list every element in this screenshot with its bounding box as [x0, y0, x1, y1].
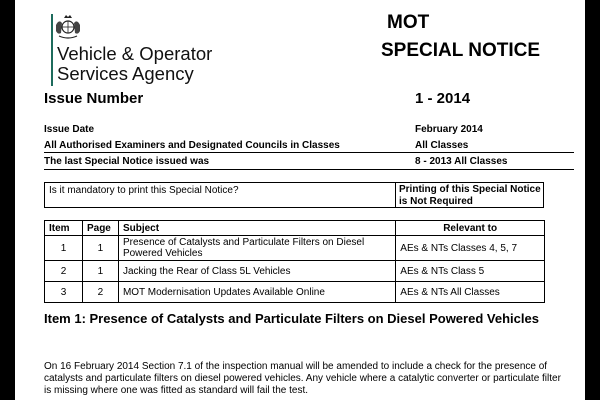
issue-date-label: Issue Date	[44, 124, 95, 135]
page-cell: 1	[82, 261, 118, 282]
page-cell: 1	[82, 236, 118, 261]
print-answer: Printing of this Special Notice is Not Required	[399, 184, 541, 207]
relevant-cell: AEs & NTs Class 5	[396, 261, 545, 282]
doc-title: SPECIAL NOTICE	[381, 40, 541, 61]
divider	[44, 169, 574, 170]
last-notice-label: The last Special Notice issued was	[44, 156, 210, 167]
subject-cell: MOT Modernisation Updates Available Online	[118, 282, 395, 303]
issue-number-value: 1 - 2014	[415, 90, 471, 107]
classes-label: All Authorised Examiners and Designated Councils in Classes	[44, 140, 340, 151]
last-notice-value: 8 - 2013 All Classes	[415, 156, 508, 167]
table-header-row	[45, 221, 545, 236]
relevant-cell: AEs & NTs All Classes	[396, 282, 545, 303]
logo-bar	[51, 14, 53, 86]
print-requirement-box	[44, 182, 544, 208]
relevant-cell: AEs & NTs Classes 4, 5, 7	[396, 236, 545, 261]
subject-cell: Presence of Catalysts and Particulate Filters on Diesel Powered Vehicles	[118, 236, 395, 261]
document-page	[15, 0, 585, 400]
royal-crest-icon	[53, 13, 83, 41]
issue-date-value: February 2014	[415, 124, 483, 135]
table-row	[45, 282, 545, 303]
agency-name: Vehicle & Operator Services Agency	[57, 43, 213, 84]
col-page-header: Page	[82, 221, 118, 236]
item-cell: 2	[45, 261, 83, 282]
section-heading: Item 1: Presence of Catalysts and Particulate Filters on Diesel Powered Vehicles	[44, 311, 539, 326]
item-cell: 3	[45, 282, 83, 303]
col-subject-header: Subject	[118, 221, 395, 236]
print-question: Is it mandatory to print this Special Notice?	[49, 185, 239, 196]
issue-number-label: Issue Number	[44, 90, 144, 107]
section-paragraph: On 16 February 2014 Section 7.1 of the inspection manual will be amended to include a check for the presence of catalysts and particulate filters on diesel powered vehicles. Any vehicle where a catalytic converter or particulate filter is missing where one was fitted as standard will fail the test.	[44, 361, 561, 396]
table-row	[45, 236, 545, 261]
col-item-header: Item	[45, 221, 83, 236]
classes-value: All Classes	[415, 140, 469, 151]
divider	[44, 152, 574, 153]
subject-cell: Jacking the Rear of Class 5L Vehicles	[118, 261, 395, 282]
item-cell: 1	[45, 236, 83, 261]
box-divider	[395, 183, 396, 207]
table-row	[45, 261, 545, 282]
doc-type: MOT	[387, 12, 430, 33]
items-table	[44, 220, 545, 303]
col-relevant-header: Relevant to	[396, 221, 545, 236]
page-cell: 2	[82, 282, 118, 303]
